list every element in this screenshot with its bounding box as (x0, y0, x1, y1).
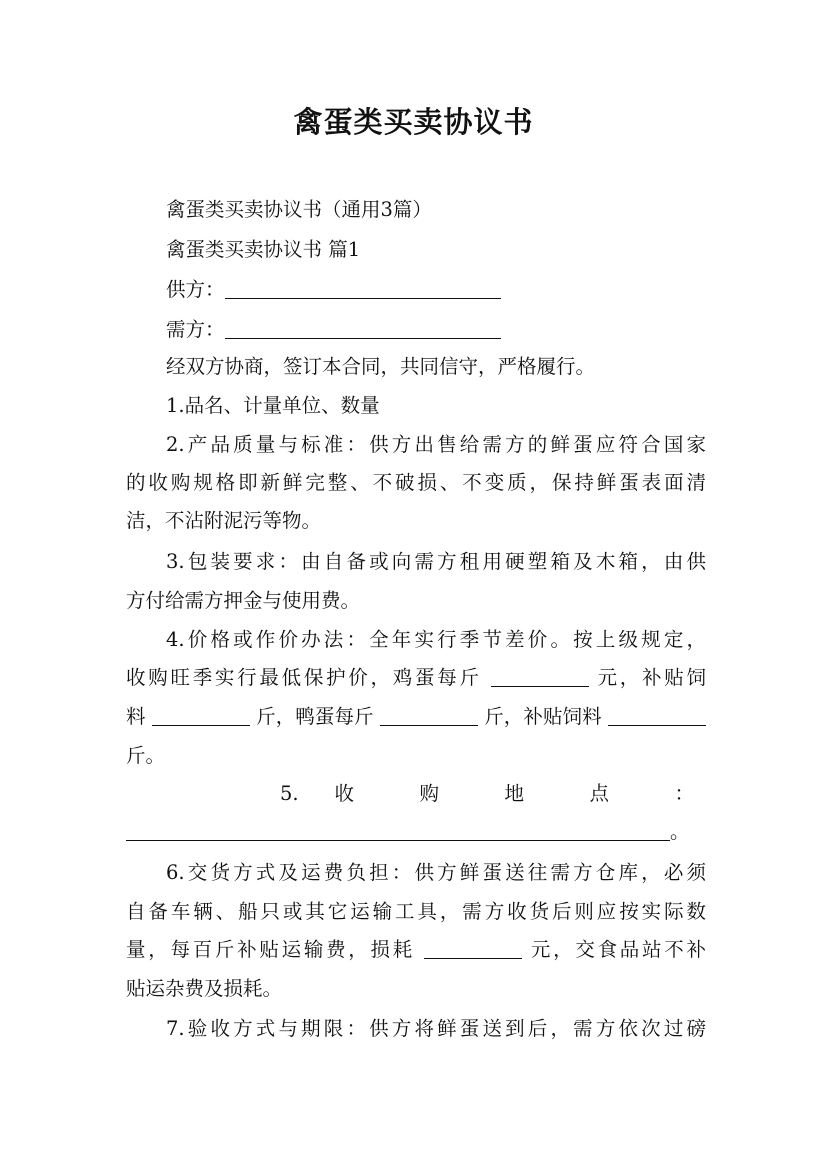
supplier-line (166, 270, 706, 310)
location-text: 点 (589, 782, 639, 805)
price-text: 斤，鸭蛋每斤 (256, 705, 374, 728)
location-text: 收 (334, 782, 384, 805)
paragraph-line: 7.验收方式与期限：供方将鲜蛋送到后，需方依次过磅 (166, 1017, 706, 1040)
price-text: 收购旺季实行最低保护价，鸡蛋每斤 (126, 666, 482, 689)
loss-blank (424, 934, 522, 959)
price-line (126, 658, 706, 698)
buyer-blank (225, 314, 501, 339)
paragraph-line: 的收购规格即新鲜完整、不破损、不变质，保持鲜蛋表面清 (126, 471, 706, 494)
price-text: 元，补贴饲 (597, 666, 706, 689)
paragraph-line: 斤。 (126, 744, 166, 767)
price-line (126, 697, 706, 737)
loss-text: 量，每百斤补贴运输费，损耗 (126, 938, 415, 961)
paragraph-line: 3.包装要求：由自备或向需方租用硬塑箱及木箱，由供 (166, 550, 706, 573)
price-text: 斤，补贴饲料 (484, 705, 602, 728)
loss-text: 元，交食品站不补 (530, 938, 706, 961)
paragraph-line: 6.交货方式及运费负担：供方鲜蛋送往需方仓库，必须 (166, 861, 706, 884)
egg-price-blank (491, 662, 589, 687)
feed-subsidy-blank (152, 701, 250, 726)
paragraph-line: 方付给需方押金与使用费。 (126, 589, 361, 612)
paragraph-line: 2.产品质量与标准：供方出售给需方的鲜蛋应符合国家 (166, 433, 706, 456)
document-title: 禽蛋类买卖协议书 (293, 105, 534, 139)
subtitle-line: 禽蛋类买卖协议书（通用3篇） (166, 198, 432, 221)
duck-egg-price-blank (380, 701, 478, 726)
location-end: 。 (670, 820, 690, 843)
location-blank (126, 816, 670, 841)
buyer-line (166, 310, 706, 350)
paragraph-line: 经双方协商，签订本合同，共同信守，严格履行。 (166, 355, 596, 378)
duck-feed-subsidy-blank (608, 701, 706, 726)
supplier-blank (225, 274, 501, 299)
paragraph-line: 4.价格或作价办法：全年实行季节差价。按上级规定， (166, 628, 706, 651)
location-text: ： (674, 782, 694, 805)
supplier-label: 供方： (166, 278, 225, 301)
buyer-label: 需方： (166, 318, 225, 341)
location-text: 5. (280, 782, 299, 805)
paragraph-line: 洁，不沾附泥污等物。 (126, 509, 322, 532)
location-line (280, 774, 694, 814)
paragraph-line: 贴运杂费及损耗。 (126, 977, 283, 1000)
location-blank-line (126, 812, 706, 852)
section-heading: 禽蛋类买卖协议书 篇1 (166, 238, 361, 261)
paragraph-line: 1.品名、计量单位、数量 (166, 394, 380, 417)
paragraph-line: 自备车辆、船只或其它运输工具，需方收货后则应按实际数 (126, 900, 706, 923)
location-text: 购 (419, 782, 469, 805)
price-text: 料 (126, 705, 146, 728)
loss-line (126, 930, 706, 970)
location-text: 地 (504, 782, 554, 805)
